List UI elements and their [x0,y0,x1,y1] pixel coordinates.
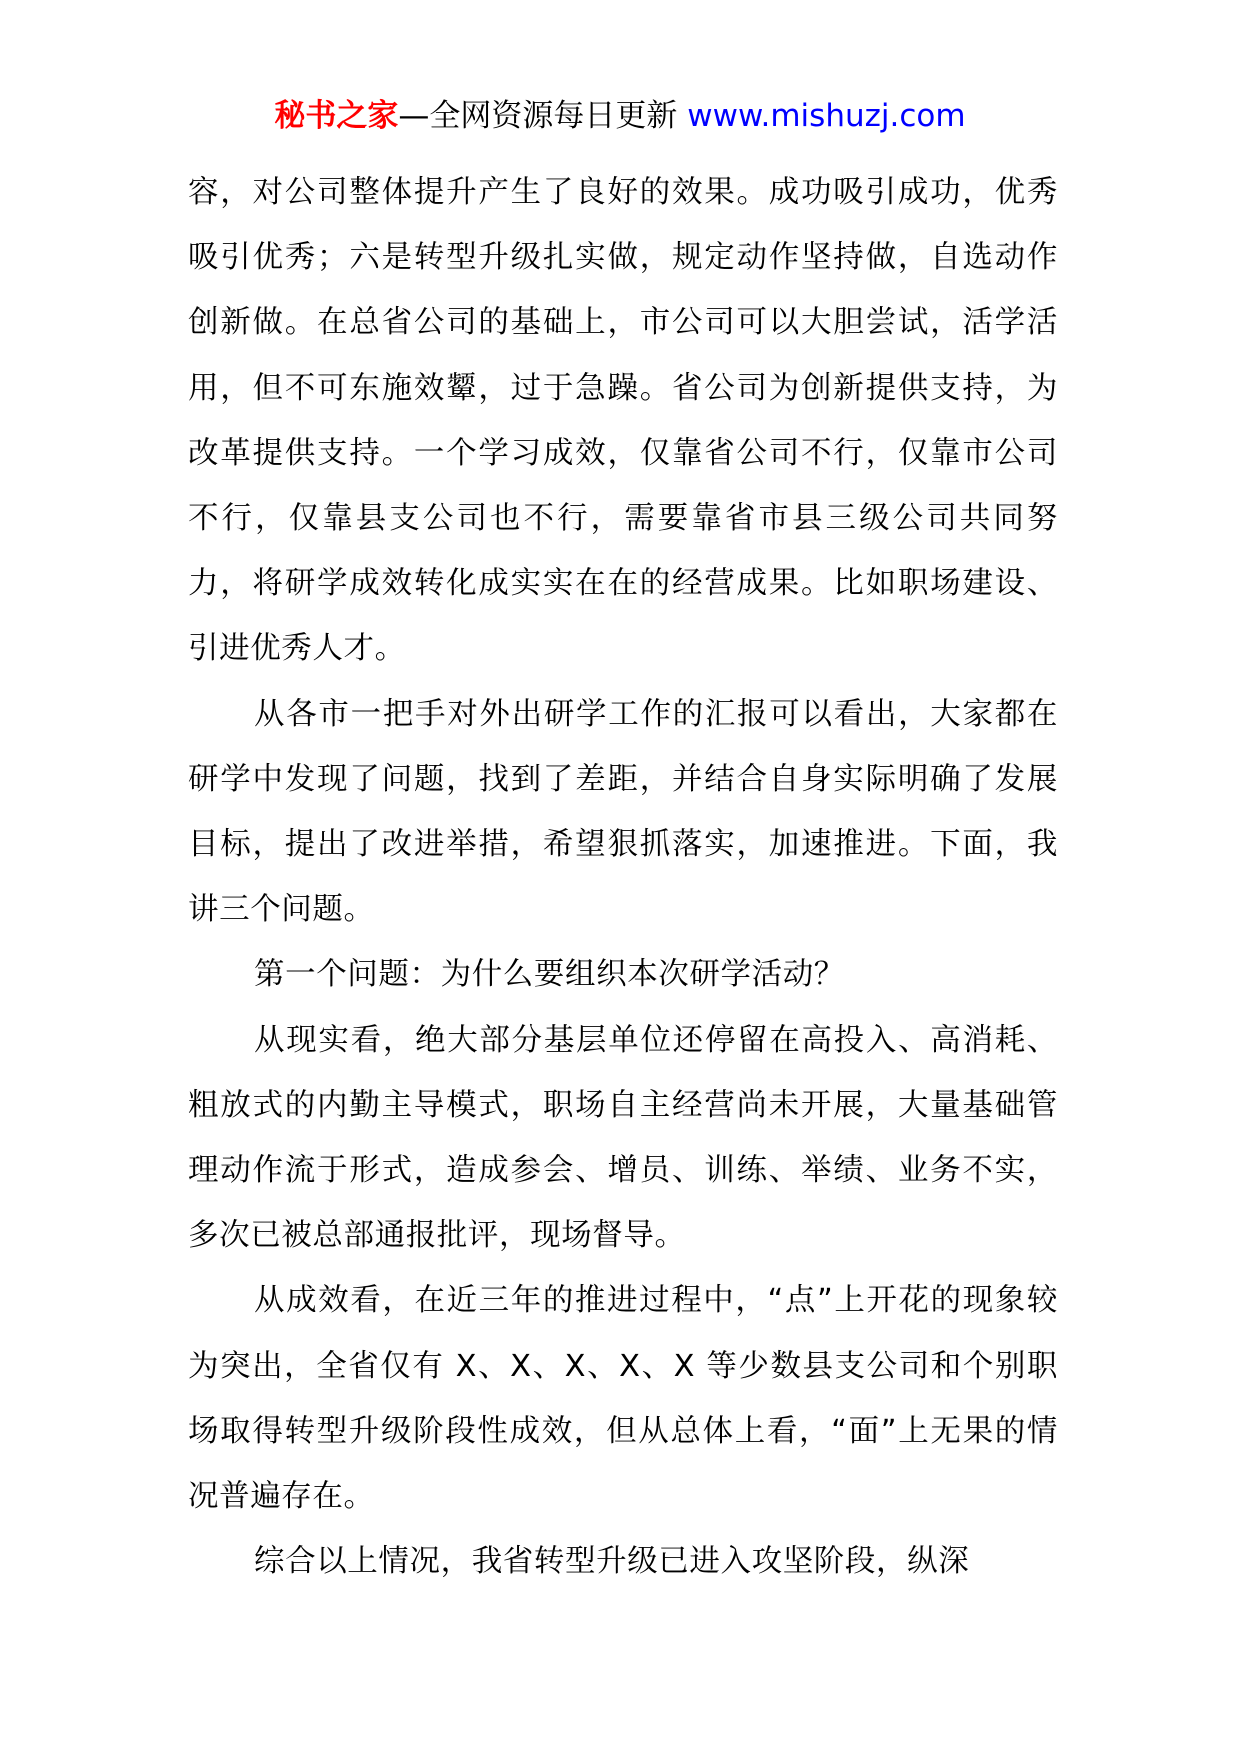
paragraph-continued: 容，对公司整体提升产生了良好的效果。成功吸引成功，优秀吸引优秀；六是转型升级扎实做，规定动作坚持做，自选动作创新做。在总省公司的基础上，市公司可以大胆尝试，活学活用，但不可东施效颦，过于急躁。省公司为创新提供支持，为改革提供支持。一个学习成效，仅靠省公司不行，仅靠市公司不行，仅靠县支公司也不行，需要靠省市县三级公司共同努力，将研学成效转化成实实在在的经营成果。比如职场建设、引进优秀人才。 [188,175,1058,667]
brand-name: 秘书之家 [274,98,399,134]
paragraph: 从成效看，在近三年的推进过程中，“点”上开花的现象较为突出，全省仅有 X、X、X、X、X 等少数县支公司和个别职场取得转型升级阶段性成效，但从总体上看，“面”上无果的情况普遍存在。 [188,1283,1058,1515]
paragraph: 从各市一把手对外出研学工作的汇报可以看出，大家都在研学中发现了问题，找到了差距，并结合自身实际明确了发展目标，提出了改进举措，希望狠抓落实，加速推进。下面，我讲三个问题。 [188,696,1058,928]
header-slogan: —全网资源每日更新 [398,98,688,134]
paragraph: 从现实看，绝大部分基层单位还停留在高投入、高消耗、粗放式的内勤主导模式，职场自主经营尚未开展，大量基础管理动作流于形式，造成参会、增员、训练、举绩、业务不实，多次已被总部通报批评，现场督导。 [188,1022,1058,1254]
paragraph: 综合以上情况，我省转型升级已进入攻坚阶段，纵深 [254,1544,970,1580]
page-header [0,94,1240,138]
document-body [188,160,1058,1594]
section-heading: 第一个问题：为什么要组织本次研学活动？ [254,957,845,993]
site-url[interactable]: www.mishuzj.com [687,98,966,134]
